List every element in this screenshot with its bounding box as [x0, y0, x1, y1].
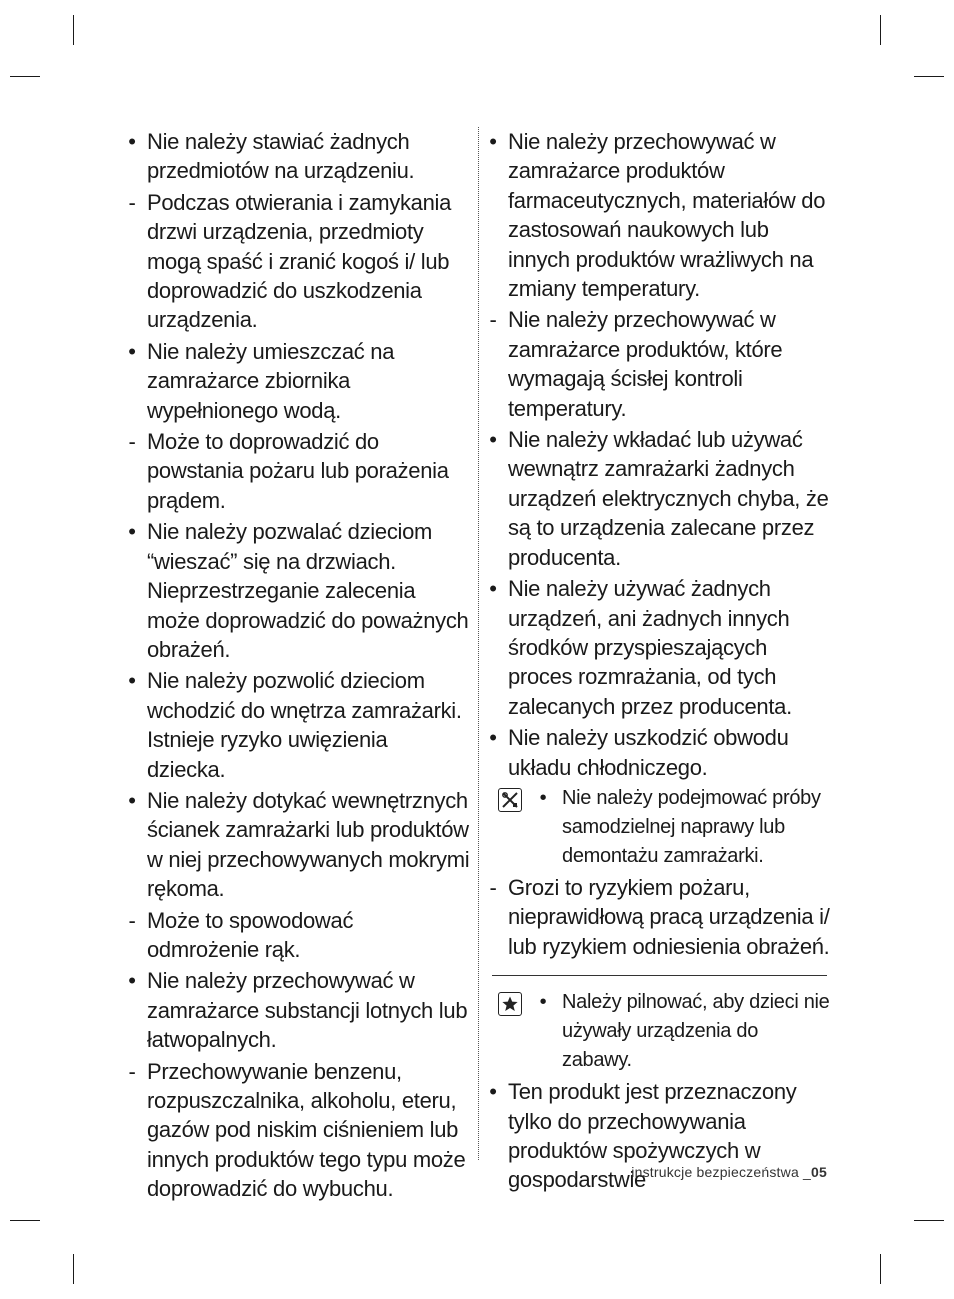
- list-marker: -: [128, 429, 136, 455]
- list-marker: -: [128, 189, 136, 215]
- no-disassembly-note: [486, 784, 831, 871]
- right-column: [486, 127, 831, 1197]
- list-item-text: Podczas otwierania i zamykania drzwi urządzenia, przedmioty mogą spaść i zranić kogoś i/ lub doprowadzić do uszkodzenia urządzenia.: [147, 189, 452, 333]
- list-item: [125, 127, 470, 186]
- list-marker: •: [539, 991, 547, 1014]
- section-divider: [492, 975, 827, 976]
- list-item: [125, 666, 470, 784]
- list-item-text: Przechowywanie benzenu, rozpuszczalnika, alkoholu, eteru, gazów pod niskim ciśnieniem lub innych produktów tego typu może doprowadzić do wybuchu.: [147, 1058, 466, 1202]
- list-marker: •: [489, 576, 497, 602]
- column-divider: [478, 127, 479, 1160]
- list-marker: -: [489, 874, 497, 900]
- list-marker: •: [128, 338, 136, 364]
- crop-mark: [10, 76, 40, 77]
- list-marker: -: [128, 907, 136, 933]
- list-item-text: Ten produkt jest przeznaczony tylko do przechowywania produktów spożywczych w gospodarstwie: [508, 1079, 797, 1193]
- no-disassembly-icon: [498, 788, 522, 812]
- left-column: [125, 127, 470, 1206]
- list-item-text: Grozi to ryzykiem pożaru, nieprawidłową pracą urządzenia i/ lub ryzykiem odniesienia obrażeń.: [508, 874, 830, 959]
- list-marker: •: [128, 787, 136, 813]
- list-item: [486, 574, 831, 721]
- crop-mark: [73, 1254, 74, 1284]
- list-item: [486, 873, 831, 961]
- list-marker: •: [539, 786, 547, 809]
- crop-mark: [914, 76, 944, 77]
- crop-mark: [880, 15, 881, 45]
- list-marker: •: [489, 1079, 497, 1105]
- list-item-text: Nie należy pozwolić dzieciom wchodzić do wnętrza zamrażarki. Istnieje ryzyko uwięzienia dziecka.: [147, 668, 462, 782]
- list-marker: •: [489, 129, 497, 154]
- list-item: [125, 786, 470, 904]
- list-item: [125, 188, 470, 335]
- crop-mark: [914, 1220, 944, 1221]
- list-item: [486, 425, 831, 572]
- list-marker: •: [489, 427, 497, 453]
- page-footer: [631, 1164, 827, 1180]
- list-item-text: Nie należy umieszczać na zamrażarce zbiornika wypełnionego wodą.: [147, 338, 395, 423]
- list-item-text: Może to doprowadzić do powstania pożaru lub porażenia prądem.: [147, 429, 449, 513]
- list-marker: •: [128, 129, 136, 154]
- list-item: [486, 127, 831, 303]
- list-marker: •: [128, 668, 136, 694]
- list-item: [486, 723, 831, 782]
- list-item-text: Nie należy dotykać wewnętrznych ścianek zamrażarki lub produktów w niej przechowywanych mokrymi rękoma.: [147, 787, 470, 902]
- list-marker: -: [128, 1058, 136, 1084]
- list-item: [125, 337, 470, 425]
- list-item-text: Nie należy wkładać lub używać wewnątrz zamrażarki żadnych urządzeń elektrycznych chyba, że są to urządzenia zalecane przez producenta.: [508, 427, 829, 570]
- crop-mark: [10, 1220, 40, 1221]
- list-item: [486, 305, 831, 423]
- footer-label: instrukcje bezpieczeństwa _: [631, 1164, 812, 1180]
- note-text: Należy pilnować, aby dzieci nie używały urządzenia do zabawy.: [562, 991, 830, 1072]
- star-note: [486, 988, 831, 1075]
- list-item-text: Nie należy przechowywać w zamrażarce produktów farmaceutycznych, materiałów do zastosowań naukowych lub innych produktów wrażliwych na zmiany temperatury.: [508, 129, 826, 302]
- page-number: 05: [811, 1164, 827, 1180]
- list-item-text: Może to spowodować odmrożenie rąk.: [147, 907, 354, 962]
- list-item: [125, 427, 470, 515]
- list-item: [125, 517, 470, 664]
- list-item-text: Nie należy przechowywać w zamrażarce substancji lotnych lub łatwopalnych.: [147, 968, 468, 1053]
- list-marker: •: [128, 968, 136, 994]
- list-item-text: Nie należy przechowywać w zamrażarce produktów, które wymagają ścisłej kontroli temperatury.: [508, 307, 783, 421]
- note-text: Nie należy podejmować próby samodzielnej naprawy lub demontażu zamrażarki.: [562, 786, 821, 867]
- list-item: [125, 966, 470, 1054]
- crop-mark: [880, 1254, 881, 1284]
- list-marker: •: [128, 519, 136, 545]
- list-item: [125, 906, 470, 965]
- list-item-text: Nie należy stawiać żadnych przedmiotów na urządzeniu.: [147, 129, 415, 184]
- list-item-text: Nie należy pozwalać dzieciom “wieszać” się na drzwiach. Nieprzestrzeganie zalecenia może doprowadzić do poważnych obrażeń.: [147, 519, 469, 662]
- list-marker: -: [489, 307, 497, 333]
- star-note-icon: [498, 992, 522, 1016]
- list-marker: •: [489, 725, 497, 751]
- list-item: [125, 1057, 470, 1204]
- crop-mark: [73, 15, 74, 45]
- list-item-text: Nie należy używać żadnych urządzeń, ani żadnych innych środków przyspieszających proces rozmrażania, od tych zalecanych przez producenta.: [508, 576, 792, 719]
- list-item-text: Nie należy uszkodzić obwodu układu chłodniczego.: [508, 725, 789, 780]
